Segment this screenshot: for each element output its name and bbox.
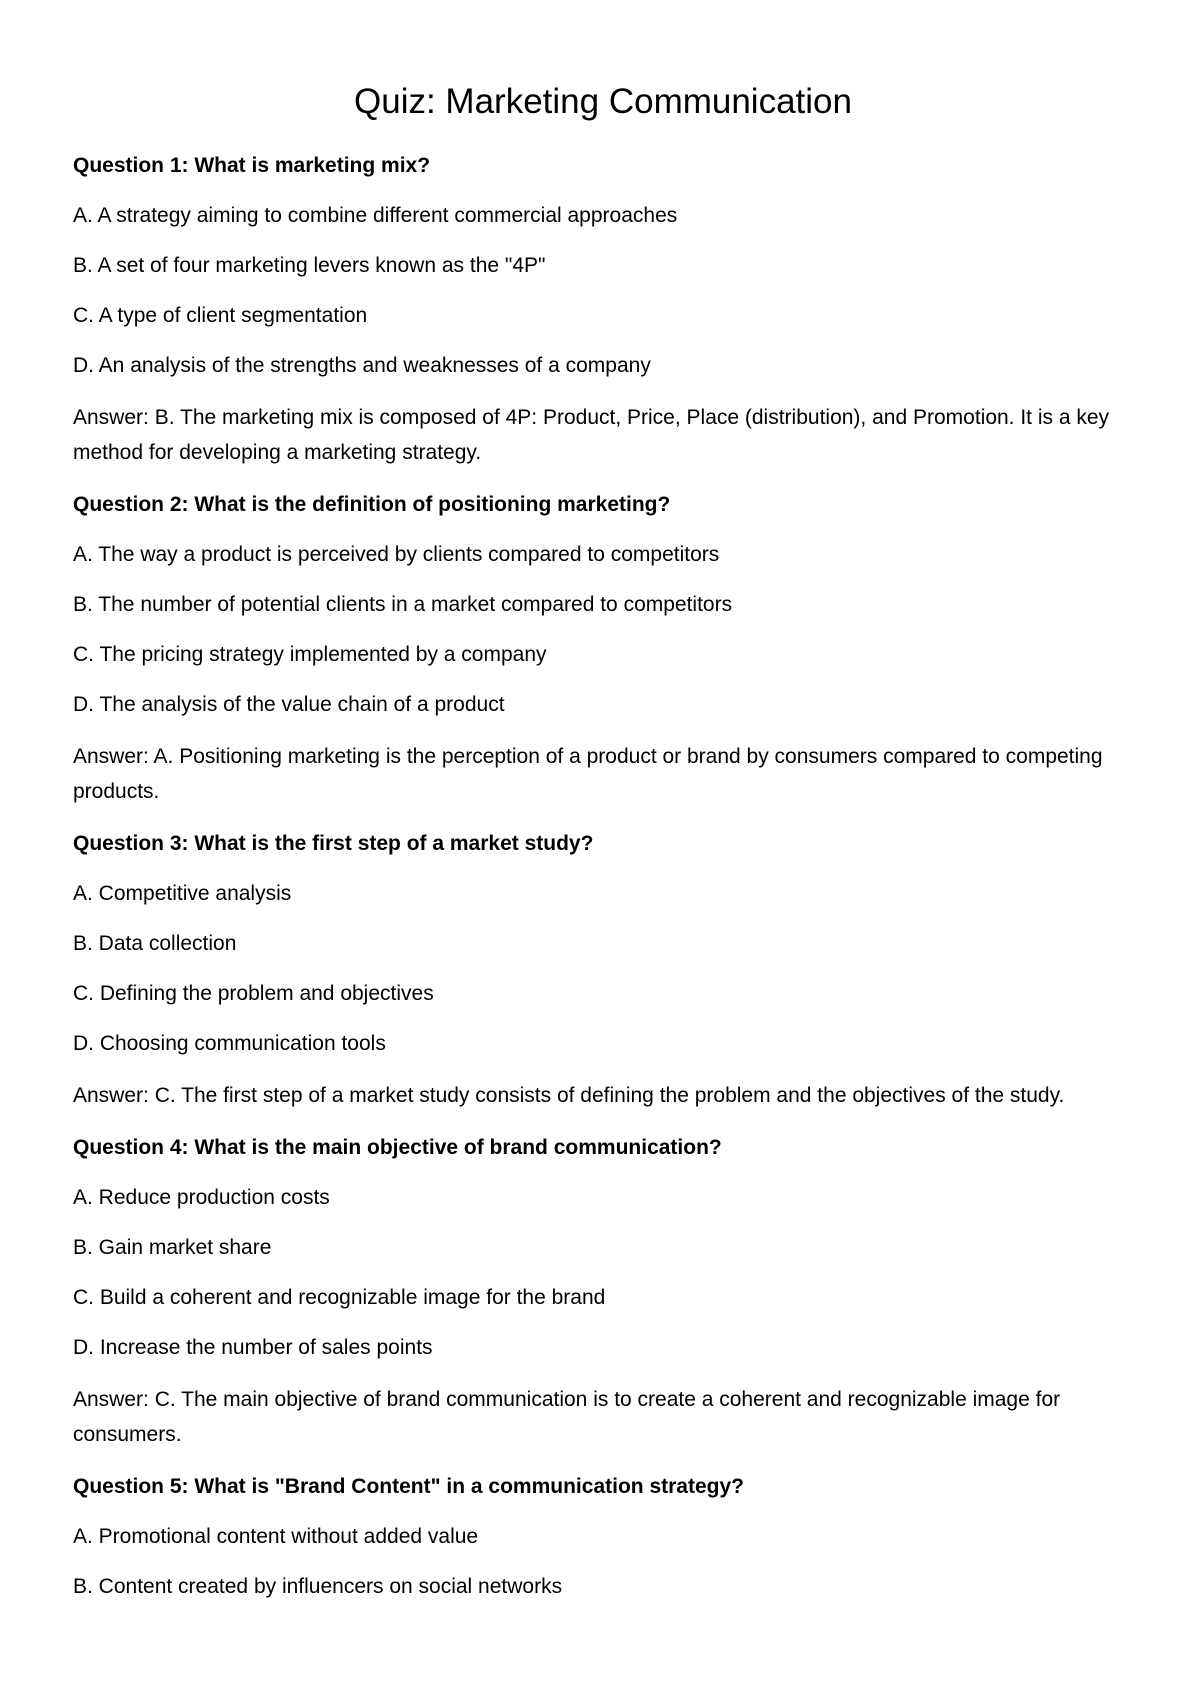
question-5-text: Question 5: What is "Brand Content" in a communication strategy? [73, 1475, 744, 1498]
document-page [73, 72, 1133, 1621]
question-block-3 [73, 828, 1133, 1113]
question-3-option-b: B. Data collection [73, 932, 237, 955]
question-block-4 [73, 1132, 1133, 1452]
question-1-answer: Answer: B. The marketing mix is composed of 4P: Product, Price, Place (distribution), and Promotion. It is a key method for developing a marketing strategy. [73, 406, 1110, 464]
question-5-option-b: B. Content created by influencers on social networks [73, 1575, 563, 1598]
question-5-option-a: A. Promotional content without added value [73, 1525, 479, 1548]
question-4-option-b: B. Gain market share [73, 1236, 272, 1259]
question-1-option-b: B. A set of four marketing levers known as the "4P" [73, 254, 546, 277]
document-title: Quiz: Marketing Communication [354, 82, 852, 121]
question-3-answer: Answer: C. The first step of a market study consists of defining the problem and the objectives of the study. [73, 1084, 1065, 1107]
question-2-answer: Answer: A. Positioning marketing is the perception of a product or brand by consumers compared to competing products. [73, 745, 1103, 803]
question-1-option-a: A. A strategy aiming to combine different commercial approaches [73, 204, 678, 227]
question-1-text: Question 1: What is marketing mix? [73, 154, 431, 177]
question-2-option-c: C. The pricing strategy implemented by a company [73, 643, 547, 666]
question-2-option-b: B. The number of potential clients in a market compared to competitors [73, 593, 733, 616]
question-1-option-c: C. A type of client segmentation [73, 304, 368, 327]
question-3-text: Question 3: What is the first step of a market study? [73, 832, 594, 855]
question-block-1 [73, 150, 1133, 470]
question-3-option-a: A. Competitive analysis [73, 882, 292, 905]
question-block-5 [73, 1471, 1133, 1602]
question-4-option-c: C. Build a coherent and recognizable image for the brand [73, 1286, 606, 1309]
question-4-text: Question 4: What is the main objective of brand communication? [73, 1136, 722, 1159]
question-4-option-a: A. Reduce production costs [73, 1186, 330, 1209]
question-3-option-d: D. Choosing communication tools [73, 1032, 386, 1055]
question-2-option-a: A. The way a product is perceived by clients compared to competitors [73, 543, 720, 566]
question-1-option-d: D. An analysis of the strengths and weaknesses of a company [73, 354, 651, 377]
question-4-answer: Answer: C. The main objective of brand communication is to create a coherent and recognizable image for consumers. [73, 1388, 1061, 1446]
question-4-option-d: D. Increase the number of sales points [73, 1336, 433, 1359]
question-block-2 [73, 489, 1133, 809]
question-2-text: Question 2: What is the definition of positioning marketing? [73, 493, 671, 516]
question-2-option-d: D. The analysis of the value chain of a product [73, 693, 505, 716]
question-3-option-c: C. Defining the problem and objectives [73, 982, 434, 1005]
